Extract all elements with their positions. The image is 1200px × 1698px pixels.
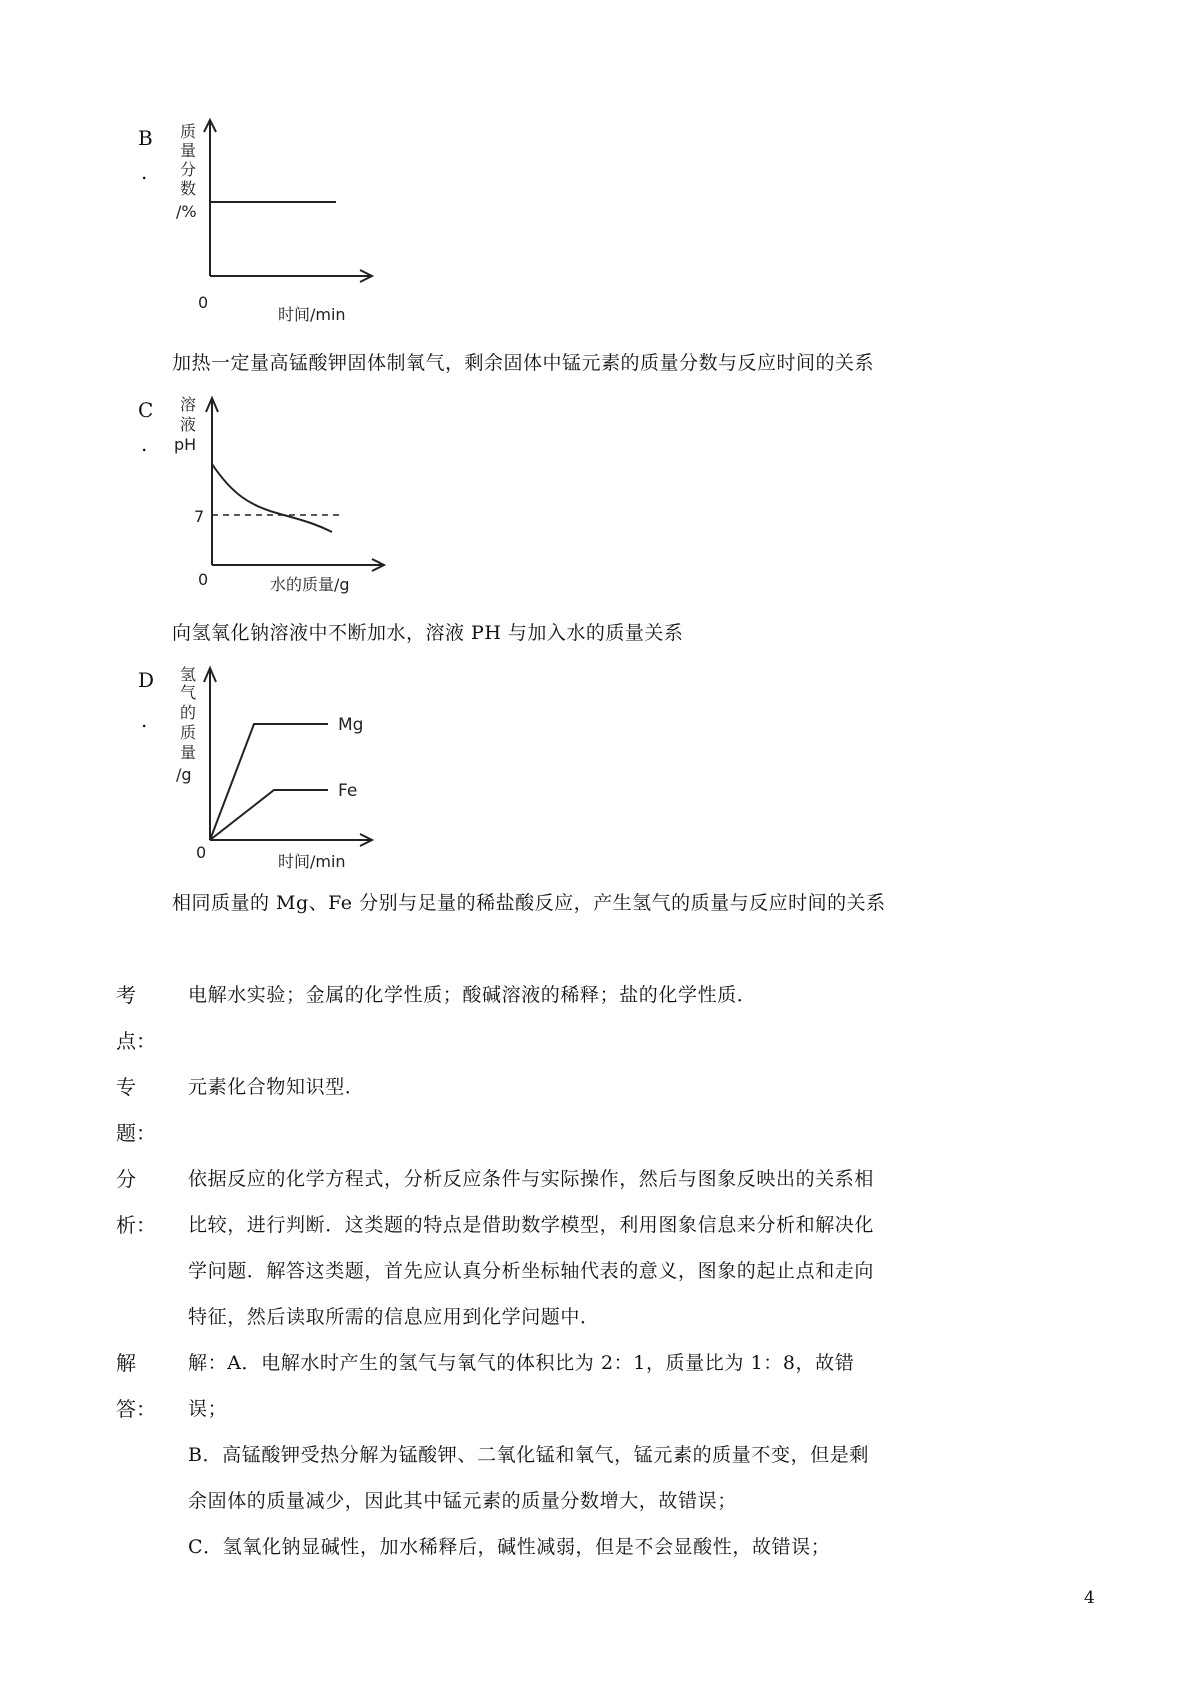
option-c-caption: 向氢氧化钠溶液中不断加水，溶液 PH 与加入水的质量关系 — [172, 622, 684, 644]
fenxi-line-4: 特征，然后读取所需的信息应用到化学问题中． — [188, 1306, 600, 1328]
chart-d — [170, 660, 400, 880]
chart-d-legend-mg: Mg — [338, 715, 364, 735]
chart-c-ylabel-3: pH — [174, 435, 197, 454]
jieda-line-4: C．氢氧化钠显碱性，加水稀释后，碱性减弱，但是不会显酸性，故错误； — [188, 1536, 831, 1558]
chart-d-series-fe — [210, 790, 328, 840]
chart-d-ylabel-5: 量 — [180, 743, 197, 762]
chart-c-series-curve — [212, 464, 332, 532]
option-b-caption: 加热一定量高锰酸钾固体制氧气，剩余固体中锰元素的质量分数与反应时间的关系 — [172, 352, 875, 374]
fenxi-label — [116, 1156, 156, 1248]
fenxi-line-3: 学问题．解答这类题，首先应认真分析坐标轴代表的意义，图象的起止点和走向 — [188, 1260, 875, 1282]
chart-b-ylabel-3: 分 — [180, 160, 197, 179]
option-d-letter: D — [138, 668, 155, 692]
jieda-text — [188, 1340, 888, 1570]
option-d-dot: . — [141, 708, 148, 732]
chart-b-ylabel-4: 数 — [180, 179, 197, 198]
fenxi-line-1: 依据反应的化学方程式，分析反应条件与实际操作，然后与图象反映出的关系相 — [188, 1168, 875, 1190]
jieda-line-3: 余固体的质量减少，因此其中锰元素的质量分数增大，故错误； — [188, 1490, 737, 1512]
chart-b-xlabel: 时间/min — [278, 305, 346, 324]
zhuanti-label — [116, 1064, 156, 1156]
chart-d-ylabel-6: /g — [176, 765, 192, 784]
chart-d-series-mg — [210, 724, 328, 840]
chart-d-legend-fe: Fe — [338, 781, 358, 801]
chart-d-ylabel-1: 氢 — [180, 665, 197, 684]
option-c-letter: C — [138, 398, 154, 422]
chart-d-xlabel: 时间/min — [278, 852, 346, 871]
chart-d-ylabel-2: 气 — [180, 683, 197, 702]
chart-c-xlabel: 水的质量/g — [270, 575, 350, 594]
option-d-caption: 相同质量的 Mg、Fe 分别与足量的稀盐酸反应，产生氢气的质量与反应时间的关系 — [172, 892, 886, 914]
option-b-letter: B — [138, 126, 153, 150]
jieda-label-1: 解 — [116, 1351, 136, 1375]
fenxi-line-2: 比较，进行判断．这类题的特点是借助数学模型，利用图象信息来分析和解决化 — [188, 1214, 875, 1236]
kaodian-label — [116, 972, 156, 1064]
chart-c-origin: 0 — [198, 570, 209, 589]
chart-b-ylabel-2: 量 — [180, 141, 197, 160]
kaodian-label-1: 考 — [116, 983, 136, 1007]
option-c-dot: . — [141, 432, 148, 456]
chart-c-ylabel-1: 溶 — [180, 395, 197, 414]
zhuanti-text: 元素化合物知识型． — [188, 1076, 365, 1098]
zhuanti-label-2: 题： — [116, 1121, 156, 1145]
page-number: 4 — [1084, 1588, 1095, 1608]
chart-d-origin: 0 — [196, 843, 207, 862]
chart-c — [170, 390, 400, 610]
jieda-line-1: 解：A．电解水时产生的氢气与氧气的体积比为 2：1，质量比为 1：8，故错误； — [188, 1352, 855, 1420]
jieda-label — [116, 1340, 156, 1432]
zhuanti-label-1: 专 — [116, 1075, 136, 1099]
fenxi-label-2: 析： — [116, 1213, 156, 1237]
fenxi-label-1: 分 — [116, 1167, 136, 1191]
option-b-dot: . — [141, 160, 148, 184]
chart-c-ylabel-2: 液 — [180, 415, 197, 434]
chart-d-ylabel-4: 质 — [180, 723, 197, 742]
chart-d-ylabel-3: 的 — [180, 703, 197, 722]
jieda-label-2: 答： — [116, 1397, 156, 1421]
kaodian-label-2: 点： — [116, 1029, 156, 1053]
fenxi-text — [188, 1156, 888, 1340]
chart-c-tick-7: 7 — [194, 507, 205, 526]
chart-b-ylabel-1: 质 — [180, 122, 197, 141]
kaodian-text: 电解水实验；金属的化学性质；酸碱溶液的稀释；盐的化学性质． — [188, 984, 757, 1006]
chart-b-origin: 0 — [198, 293, 209, 312]
chart-b-ylabel-5: /% — [176, 202, 197, 221]
jieda-line-2: B．高锰酸钾受热分解为锰酸钾、二氧化锰和氧气，锰元素的质量不变，但是剩 — [188, 1444, 869, 1466]
chart-b — [170, 112, 400, 332]
